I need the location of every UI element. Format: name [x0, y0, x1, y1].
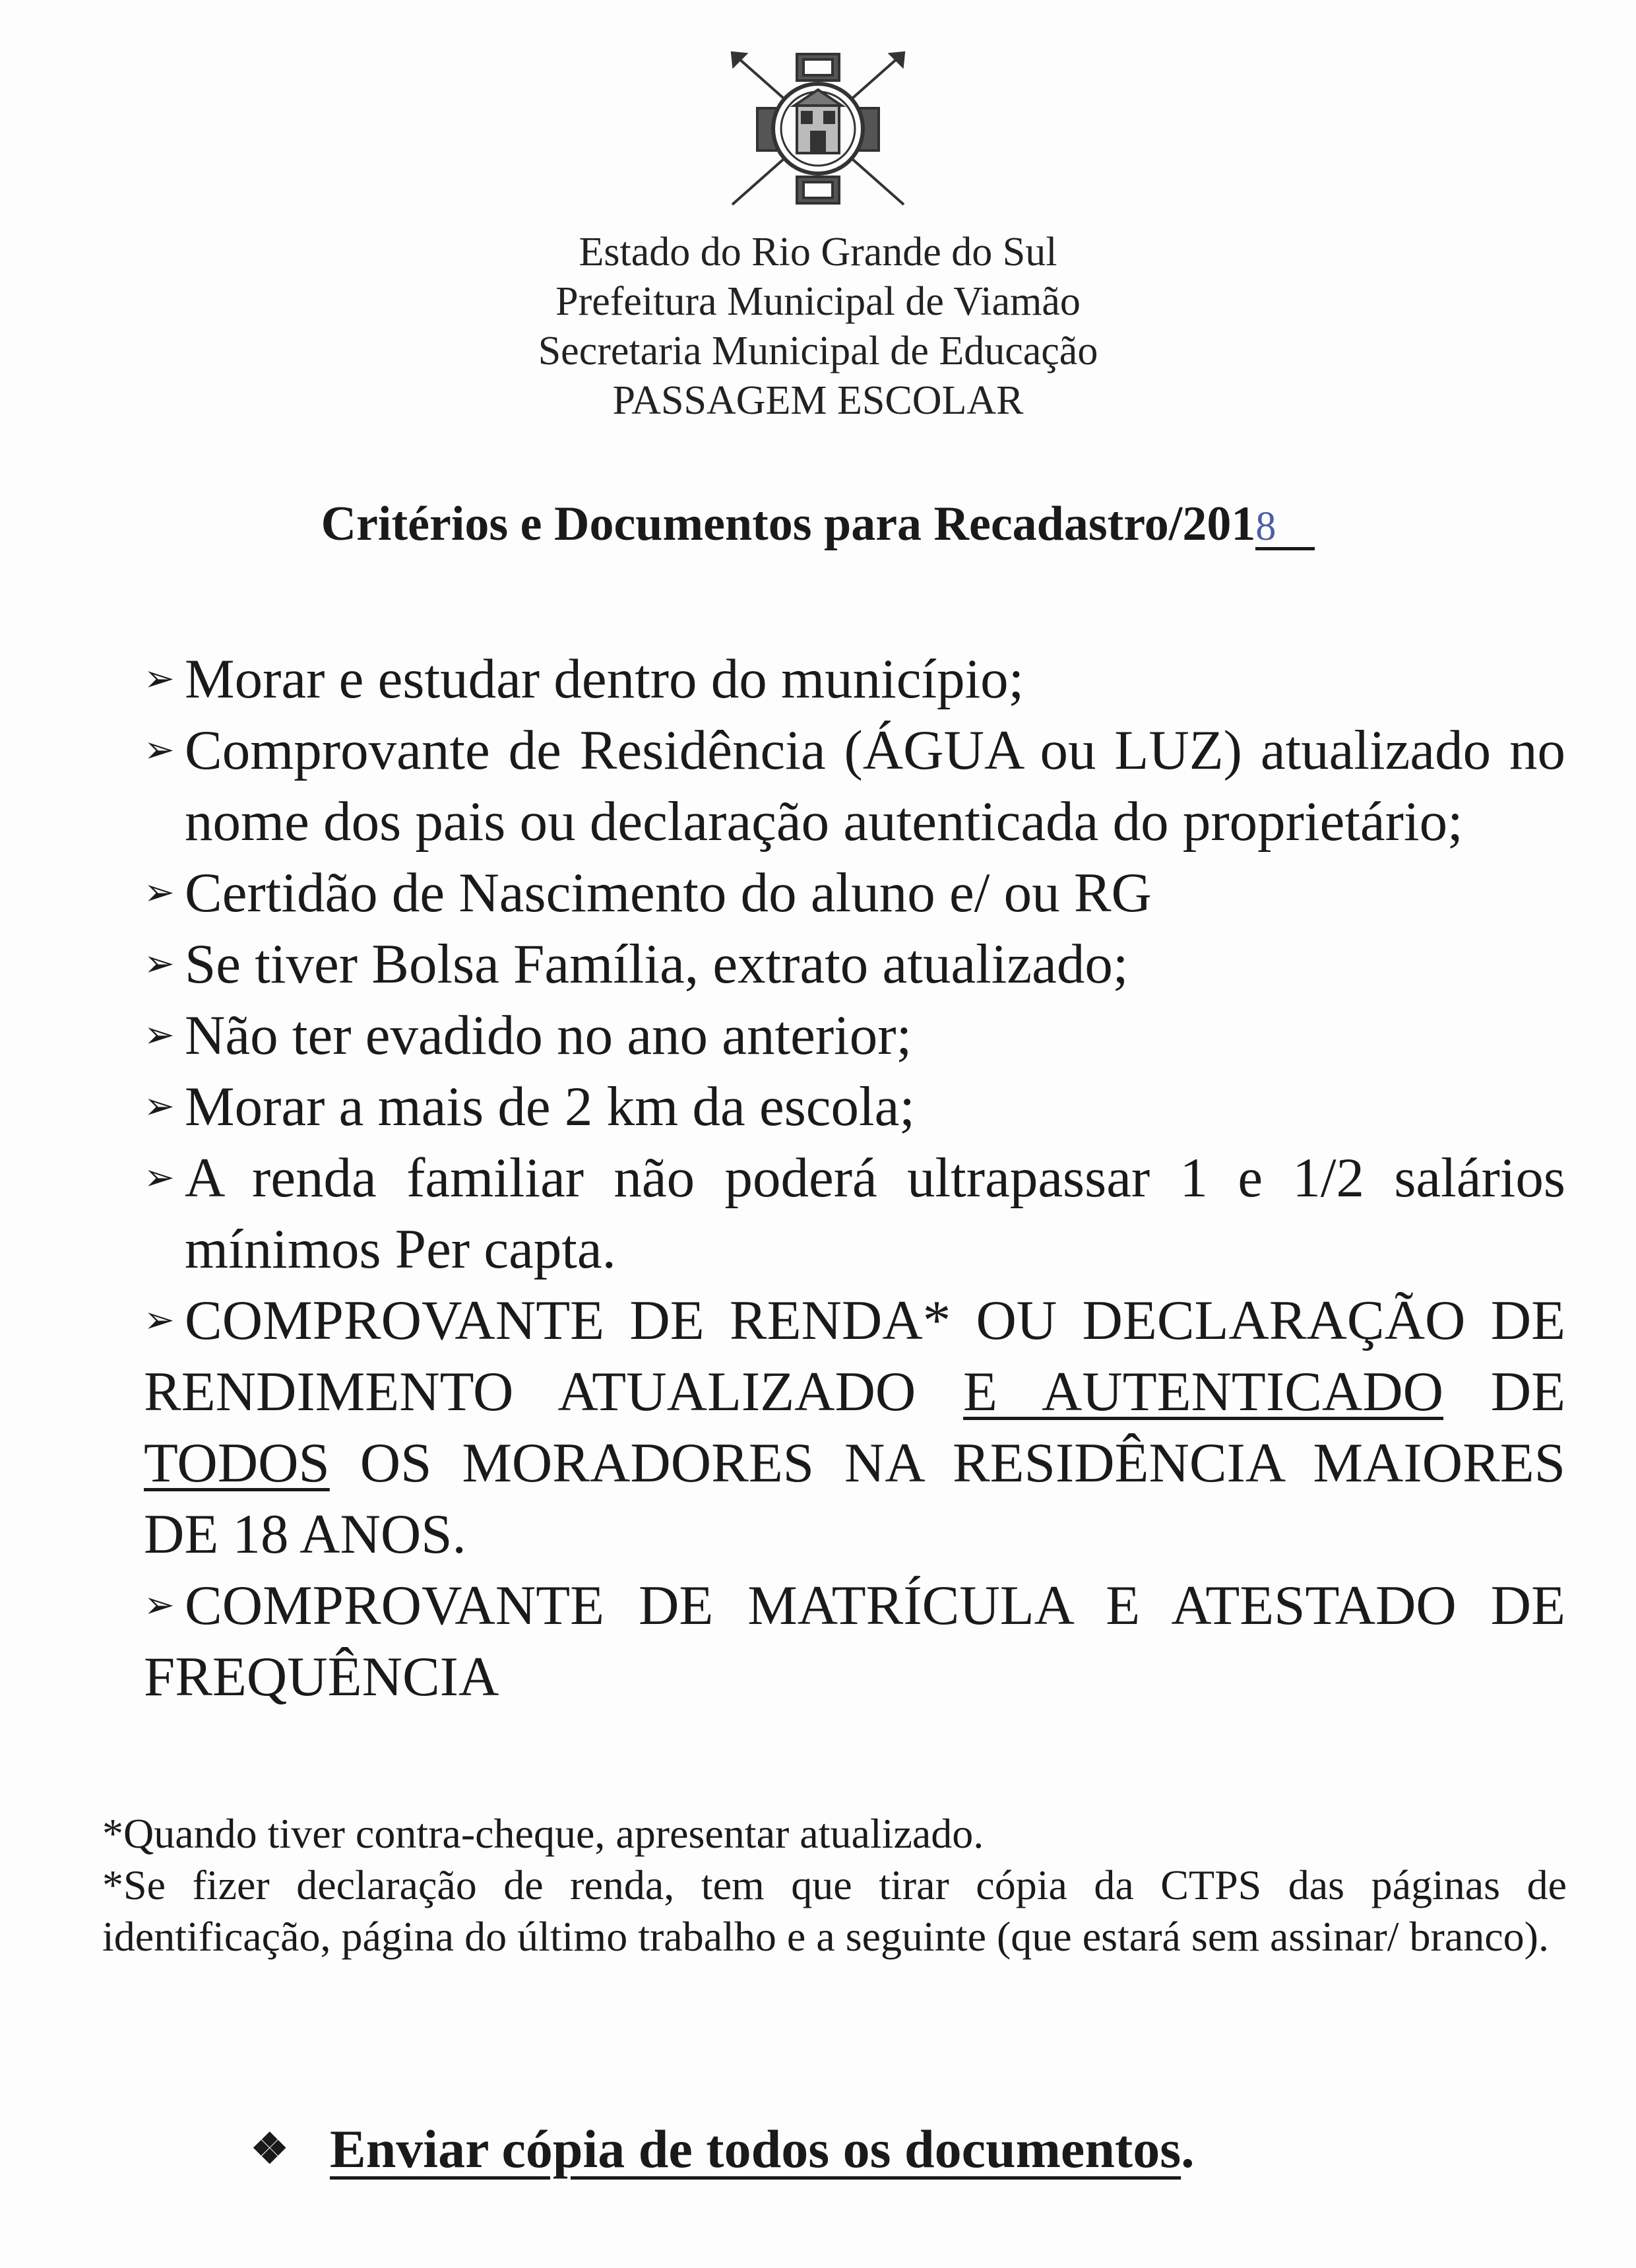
footnotes — [102, 1808, 1567, 1962]
list-item — [144, 715, 1565, 857]
arrow-bullet-icon: ➢ — [144, 1157, 175, 1198]
arrow-bullet-icon: ➢ — [144, 872, 175, 913]
criterion-text: Se tiver Bolsa Família, extrato atualizado; — [185, 933, 1129, 995]
criterion-text: Certidão de Nascimento do aluno e/ ou RG — [185, 862, 1152, 924]
income-underlined-all: TODOS — [144, 1432, 330, 1494]
handwritten-year-digit: 8 — [1255, 506, 1315, 550]
criterion-text: Comprovante de Residência (ÁGUA ou LUZ) atualizado no nome dos pais ou declaração autenticada do proprietário; — [185, 719, 1565, 853]
arrow-bullet-icon: ➢ — [144, 730, 175, 771]
enrollment-text: COMPROVANTE DE MATRÍCULA E ATESTADO DE FREQUÊNCIA — [144, 1574, 1565, 1708]
list-item — [144, 643, 1565, 715]
arrow-bullet-icon: ➢ — [144, 1015, 175, 1056]
page-title — [0, 496, 1636, 552]
list-item-income-proof — [144, 1285, 1565, 1570]
footer-text: Enviar cópia de todos os documentos — [330, 2119, 1181, 2179]
footer-instruction — [251, 2118, 1504, 2180]
header-prefecture: Prefeitura Municipal de Viamão — [555, 279, 1081, 324]
header-state: Estado do Rio Grande do Sul — [579, 230, 1057, 275]
income-text-1: COMPROVANTE DE RENDA* OU DECLARAÇÃO DE RENDIMENTO ATUALIZADO — [144, 1289, 1565, 1423]
footnote-paycheck: *Quando tiver contra-cheque, apresentar atualizado. — [102, 1810, 984, 1857]
list-item — [144, 1142, 1565, 1285]
list-item — [144, 1071, 1565, 1142]
criterion-text: A renda familiar não poderá ultrapassar 1 e 1/2 salários mínimos Per capta. — [185, 1147, 1565, 1280]
institution-header — [0, 228, 1636, 426]
arrow-bullet-icon: ➢ — [144, 1300, 175, 1341]
footnote-ctps: *Se fizer declaração de renda, tem que tirar cópia da CTPS das páginas de identificação, página do último trabalho e a seguinte (que estará sem assinar/ branco). — [102, 1862, 1567, 1960]
list-item-enrollment-proof — [144, 1570, 1565, 1712]
arrow-bullet-icon: ➢ — [144, 1086, 175, 1127]
arrow-bullet-icon: ➢ — [144, 944, 175, 985]
income-text-3: OS MORADORES NA RESIDÊNCIA MAIORES DE 18 ANOS. — [144, 1432, 1566, 1565]
header-program: PASSAGEM ESCOLAR — [612, 378, 1024, 423]
criterion-text: Morar a mais de 2 km da escola; — [185, 1076, 915, 1138]
criteria-list — [144, 643, 1565, 1712]
criterion-text: Morar e estudar dentro do município; — [185, 648, 1024, 710]
coat-of-arms-icon — [719, 40, 917, 218]
list-item — [144, 928, 1565, 1000]
arrow-bullet-icon: ➢ — [144, 1585, 175, 1626]
arrow-bullet-icon: ➢ — [144, 659, 175, 699]
diamond-bullet-icon: ❖ — [251, 2125, 289, 2172]
page-title-text: Critérios e Documentos para Recadastro/201 — [321, 497, 1256, 551]
footer-period: . — [1181, 2119, 1195, 2179]
income-underlined-authenticated: E AUTENTICADO — [963, 1361, 1444, 1423]
income-text-2: DE — [1490, 1361, 1566, 1423]
header-secretariat: Secretaria Municipal de Educação — [538, 329, 1098, 373]
list-item — [144, 857, 1565, 928]
list-item — [144, 1000, 1565, 1071]
criterion-text: Não ter evadido no ano anterior; — [185, 1004, 912, 1066]
